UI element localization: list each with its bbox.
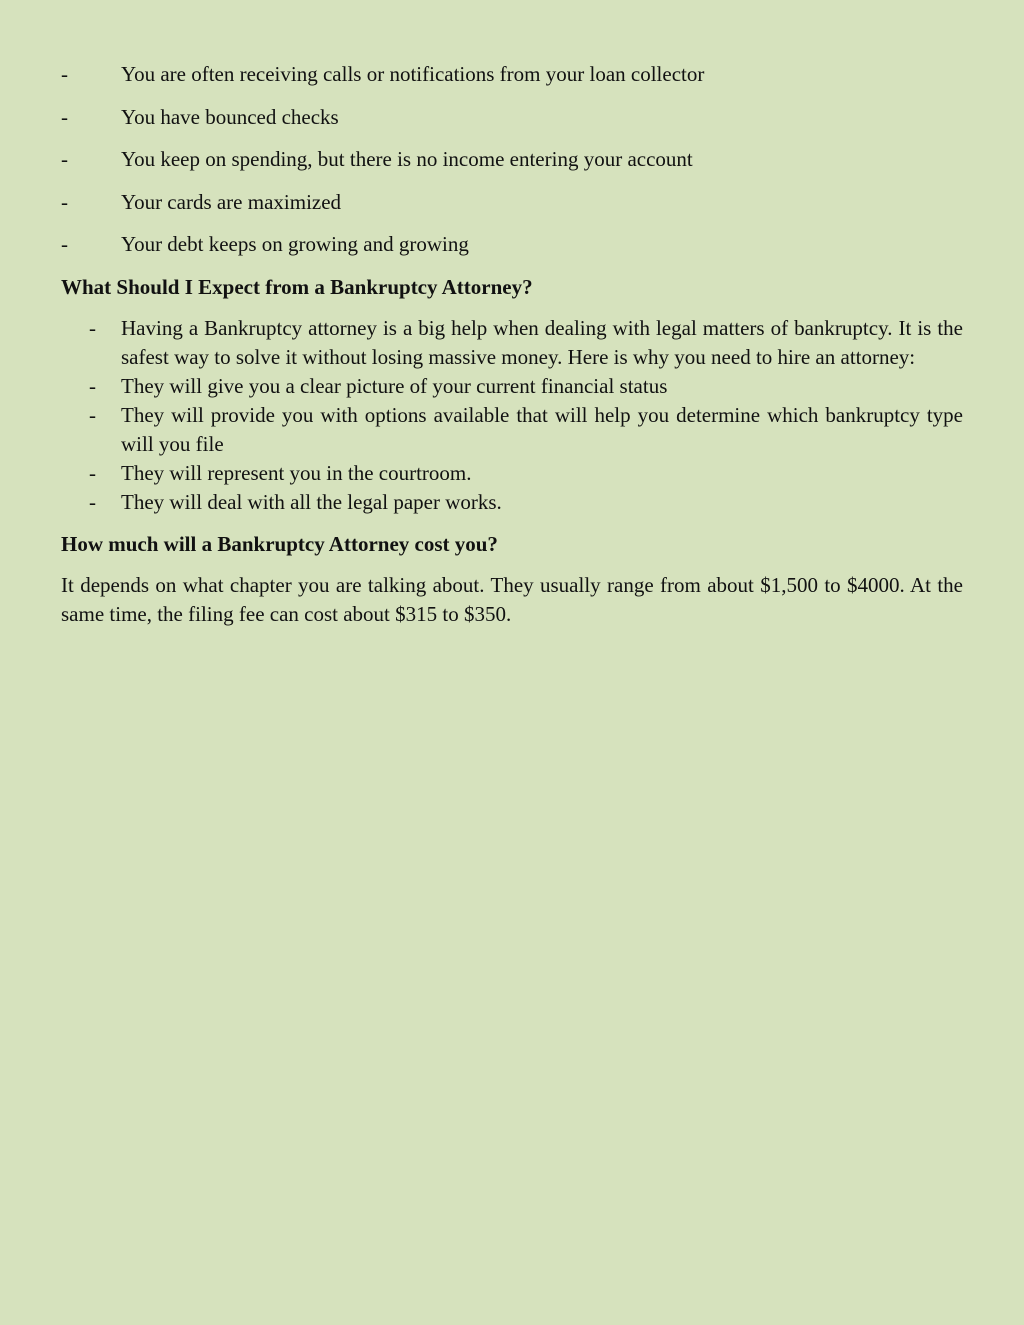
list-bullet: - — [61, 104, 68, 129]
list-item-text: Having a Bankruptcy attorney is a big help when dealing with legal matters of bankruptcy. It is the safest way to solve it without losing massive money. Here is why you need to hire an attorney: — [121, 315, 963, 369]
list-item-text: Your debt keeps on growing and growing — [121, 232, 469, 256]
list-item — [61, 103, 963, 132]
list-bullet: - — [61, 62, 68, 86]
list-bullet: - — [89, 315, 96, 340]
list-bullet: - — [61, 189, 68, 214]
document-content — [61, 60, 963, 629]
list-item-text: Your cards are maximized — [121, 189, 342, 214]
list-item-text: You keep on spending, but there is no income entering your account — [121, 147, 693, 171]
warning-signs-list — [61, 60, 963, 259]
list-item-text: They will deal with all the legal paper works. — [121, 489, 502, 514]
section-heading-cost: How much will a Bankruptcy Attorney cost you? — [61, 531, 498, 556]
list-item — [61, 401, 963, 459]
list-item — [61, 60, 963, 89]
list-item — [61, 230, 963, 259]
list-item — [61, 372, 963, 401]
list-item-text: They will provide you with options available that will help you determine which bankruptcy type will you file — [121, 402, 963, 456]
list-item — [61, 488, 963, 517]
list-item-text: You are often receiving calls or notifications from your loan collector — [121, 62, 705, 86]
list-bullet: - — [89, 460, 96, 485]
list-item-text: They will give you a clear picture of your current financial status — [121, 373, 668, 398]
section-heading-expectations: What Should I Expect from a Bankruptcy Attorney? — [61, 274, 533, 299]
list-item — [61, 145, 963, 174]
attorney-benefits-list — [61, 314, 963, 517]
list-bullet: - — [89, 402, 96, 427]
list-bullet: - — [61, 232, 68, 256]
list-bullet: - — [61, 147, 68, 171]
list-item — [61, 459, 963, 488]
list-bullet: - — [89, 489, 96, 514]
list-item-text: They will represent you in the courtroom. — [121, 460, 472, 485]
list-item-text: You have bounced checks — [121, 104, 339, 129]
list-bullet: - — [89, 373, 96, 398]
list-item — [61, 188, 963, 217]
list-item — [61, 314, 963, 372]
cost-paragraph: It depends on what chapter you are talking about. They usually range from about $1,500 to $4000. At the same time, the filing fee can cost about $315 to $350. — [61, 572, 963, 626]
